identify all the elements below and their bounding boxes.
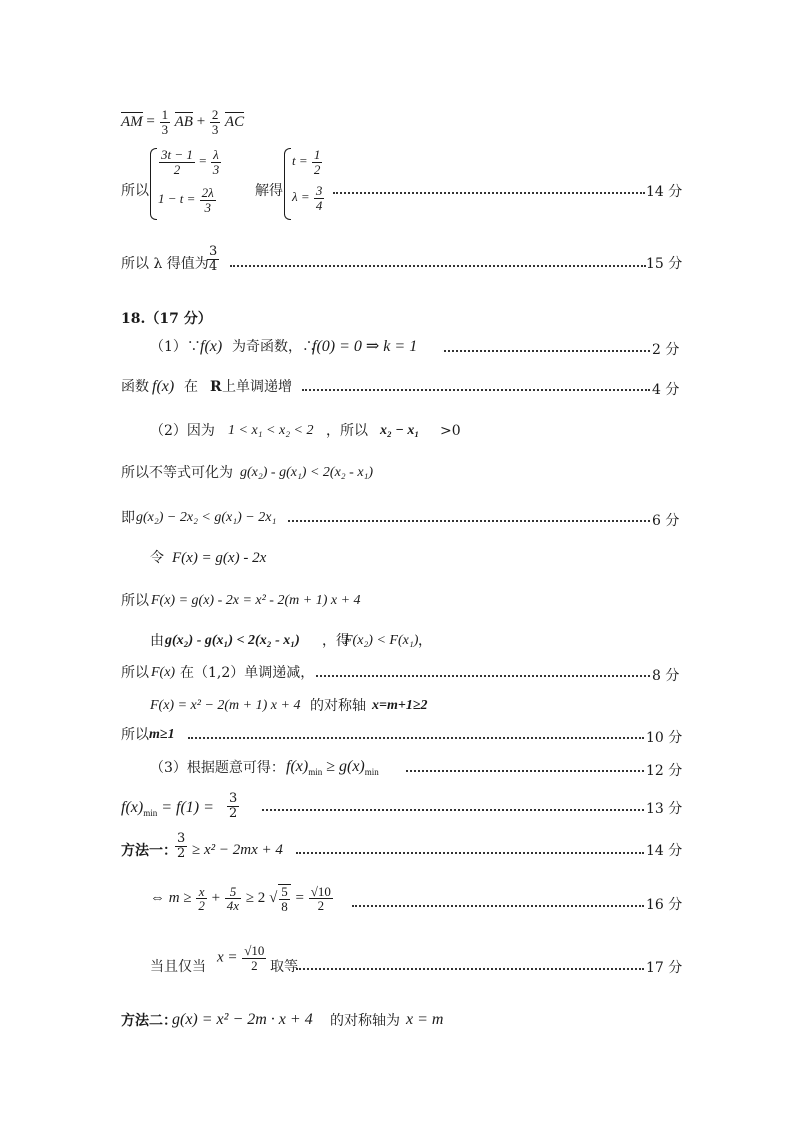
fraction: $\frac{√10}{2}$ xyxy=(244,943,265,973)
fraction: $\frac{1}{3}$ xyxy=(161,107,169,137)
lambda-line: 所以 λ 得值为 $\frac{3}{4}$ 15 分 xyxy=(121,244,683,274)
vector-ac: AC xyxy=(224,113,245,130)
leader-dots xyxy=(288,519,650,522)
fraction: $\frac{3}{2}$ xyxy=(229,791,238,821)
fraction: $\frac{x}{2}$ xyxy=(198,883,205,914)
left-brace xyxy=(150,148,157,220)
fraction: $\frac{2}{3}$ xyxy=(211,107,219,137)
leader-dots xyxy=(296,851,644,854)
rearranged-line: 即 g(x₂) − 2x₂ < g(x₁) − 2x₁ 6 分 xyxy=(121,510,680,529)
equality-condition-line: 当且仅当 x = $\frac{√10}{2}$ 取等 17 分 xyxy=(150,943,683,976)
method-1-derivation: ⇔ m ≥ $\frac{x}{2}$ + $\frac{5}{4x}$ ≥ 2 √ $\frac{5}{8}$ = $\frac{√10}{2}$ 16 分 xyxy=(150,883,683,914)
score: 4 分 xyxy=(652,382,680,398)
score: 14 分 xyxy=(646,843,683,859)
vector-ab: AB xyxy=(174,113,193,130)
fraction: $\frac{3}{4}$ xyxy=(209,244,218,274)
score: 14 分 xyxy=(646,184,683,200)
leader-dots xyxy=(444,349,650,352)
equation-system: 所以 $\frac{3t - 1}{2}$ = $\frac{\lambda}{3}$ 1 − t = $\frac{2\lambda}{3}$ 解得 t = $\frac{1}{2}$ λ = $\frac{3}{4}$ 14 分 xyxy=(0,148,800,228)
question-18-title: 18.（17 分） xyxy=(121,311,212,327)
leader-dots xyxy=(230,264,646,267)
fraction: $\frac{√10}{2}$ xyxy=(310,883,331,914)
part-3-line: （3）根据题意可得： $f(x)_{min} \ge g(x)_{min}$ 12 分 xyxy=(150,758,683,779)
method-2-line: 方法二： g(x) = x² − 2m · x + 4 的对称轴为 x = m xyxy=(121,1011,444,1029)
vector-am: AM xyxy=(121,113,143,130)
part-2-line: （2）因为 1 < x₁ < x₂ < 2 ，所以 x₂ − x₁ >0 xyxy=(150,423,461,439)
F-definition-line: 所以 F(x) = g(x) - 2x = x² - 2(m + 1) x + 4 xyxy=(121,593,361,609)
fraction: $\frac{5}{8}$ xyxy=(278,884,291,913)
leader-dots xyxy=(333,191,645,194)
leader-dots xyxy=(352,904,644,907)
leader-dots xyxy=(262,808,644,811)
leader-dots xyxy=(302,388,650,391)
leader-dots xyxy=(296,967,644,970)
f-min-line: $f(x)_{min} = f(1)$ = $\frac{3}{2}$ 13 分 xyxy=(121,791,683,821)
score: 10 分 xyxy=(646,730,683,746)
score: 8 分 xyxy=(652,668,680,684)
score: 13 分 xyxy=(646,801,683,817)
m-range-line: 所以 m≥1 10 分 xyxy=(121,727,683,746)
part-1-line: （1）∵ f(x) 为奇函数，∴ f(0) = 0 ⇒ k = 1 2 分 xyxy=(150,338,680,358)
fraction: $\frac{3}{4}$ xyxy=(315,183,323,213)
score: 2 分 xyxy=(652,342,680,358)
leader-dots xyxy=(316,674,650,677)
score: 17 分 xyxy=(646,960,683,976)
axis-line: F(x) = x² − 2(m + 1) x + 4 的对称轴 x=m+1≥2 xyxy=(150,698,428,714)
F-compare-line: 由 g(x₂) - g(x₁) < 2(x₂ - x₁) ，得 F(x₂) < F(x₁) ， xyxy=(150,633,432,649)
leader-dots xyxy=(188,736,644,739)
score: 16 分 xyxy=(646,897,683,913)
score: 12 分 xyxy=(646,763,683,779)
fraction: $\frac{3t - 1}{2}$ xyxy=(161,147,193,177)
inequality-line: 所以不等式可化为 g(x₂) - g(x₁) < 2(x₂ - x₁) xyxy=(121,465,374,481)
method-1-line: 方法一： $\frac{3}{2}$ ≥ x² − 2mx + 4 14 分 xyxy=(121,831,683,861)
decreasing-line: 所以 F(x) 在（1,2）单调递减， 8 分 xyxy=(121,665,680,684)
equation-am: AM = $\frac{1}{3}$ AB + $\frac{2}{3}$ AC xyxy=(121,107,245,137)
fraction: $\frac{2\lambda}{3}$ xyxy=(201,185,214,215)
score: 6 分 xyxy=(652,513,680,529)
left-brace xyxy=(284,148,291,220)
fraction: $\frac{3}{2}$ xyxy=(177,831,186,861)
fraction: $\frac{1}{2}$ xyxy=(313,147,321,177)
let-line: 令 F(x) = g(x) - 2x xyxy=(150,550,267,566)
leader-dots xyxy=(406,769,644,772)
monotonic-line: 函数 f(x) 在 R 上单调递增 4 分 xyxy=(121,378,680,398)
score: 15 分 xyxy=(646,256,683,272)
fraction: $\frac{5}{4x}$ xyxy=(226,883,240,914)
fraction: $\frac{\lambda}{3}$ xyxy=(212,147,220,177)
